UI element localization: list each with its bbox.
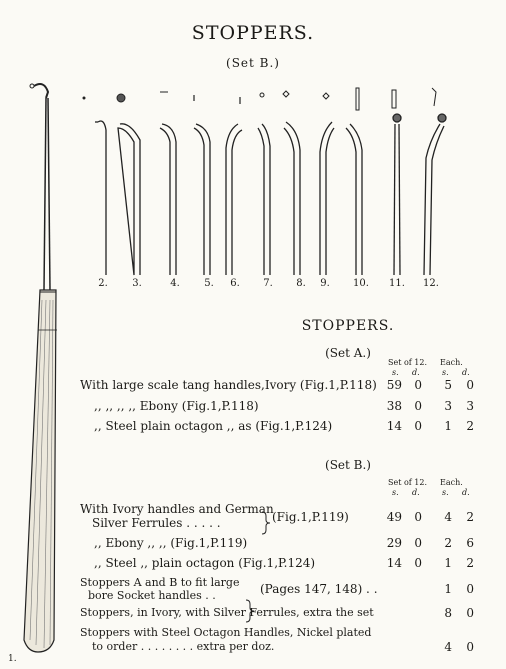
price-row-desc: ,, Ebony ,, ,, (Fig.1,P.119): [94, 536, 248, 550]
price-value: 59: [386, 378, 402, 392]
unit: s.: [392, 368, 399, 377]
figure-number: 5.: [204, 278, 214, 289]
price-value: 2: [466, 419, 474, 433]
price-value: 1: [444, 582, 452, 596]
price-value: 4: [444, 640, 452, 654]
price-row-desc: With Ivory handles and German: [80, 502, 274, 516]
column-header-set: Set of 12.: [388, 478, 428, 487]
unit: d.: [412, 488, 420, 497]
price-value: 0: [414, 419, 422, 433]
price-value: 0: [466, 606, 474, 620]
unit: s.: [442, 488, 449, 497]
price-value: 8: [444, 606, 452, 620]
price-value: 38: [386, 399, 402, 413]
price-value: 29: [386, 536, 402, 550]
price-row-desc: ,, Steel ,, plain octagon (Fig.1,P.124): [94, 556, 316, 570]
figure-number: 10.: [353, 278, 369, 289]
price-value: 4: [444, 510, 452, 524]
price-row-desc: Stoppers A and B to fit large: [80, 576, 240, 589]
price-value: 14: [386, 419, 402, 433]
price-row-desc: Silver Ferrules . . . . .: [92, 516, 221, 530]
price-value: 0: [466, 640, 474, 654]
price-row-desc: ,, Steel plain octagon ,, as (Fig.1,P.124): [94, 419, 333, 433]
column-header-each: Each.: [440, 358, 463, 367]
stopper-drawings: [95, 114, 446, 275]
page-subtitle: (Set B.): [226, 56, 280, 70]
set-b-label: (Set B.): [325, 458, 371, 472]
figure-1-drawing: [24, 84, 57, 652]
unit: s.: [392, 488, 399, 497]
price-value: 6: [466, 536, 474, 550]
price-value: 5: [444, 378, 452, 392]
unit: s.: [442, 368, 449, 377]
figure-number: 2.: [98, 278, 108, 289]
column-header-set: Set of 12.: [388, 358, 428, 367]
unit: d.: [462, 488, 470, 497]
figure-number: 8.: [296, 278, 306, 289]
price-row-ref: (Fig.1,P.119): [272, 510, 349, 524]
page-title: STOPPERS.: [191, 22, 315, 44]
price-row-desc: ,, ,, ,, ,, Ebony (Fig.1,P.118): [94, 399, 259, 413]
figure-1-number: 1.: [8, 654, 17, 664]
price-value: 0: [466, 582, 474, 596]
tip-details: [83, 88, 436, 110]
price-value: 1: [444, 419, 452, 433]
price-value: 3: [466, 399, 474, 413]
price-row-desc: bore Socket handles . .: [88, 589, 216, 602]
price-row-desc: Stoppers with Steel Octagon Handles, Nickel plated: [80, 626, 372, 639]
unit: d.: [412, 368, 420, 377]
price-value: 0: [414, 510, 422, 524]
figure-number: 6.: [230, 278, 240, 289]
section-heading: STOPPERS.: [301, 318, 395, 334]
figure-number: 3.: [132, 278, 142, 289]
price-value: 14: [386, 556, 402, 570]
price-row-desc: With large scale tang handles,Ivory (Fig.1,P.118): [80, 378, 377, 392]
price-row-desc: to order . . . . . . . . extra per doz.: [92, 640, 275, 653]
price-value: 0: [414, 556, 422, 570]
price-row-ref: (Pages 147, 148) . .: [260, 582, 378, 596]
figure-number: 4.: [170, 278, 180, 289]
figure-number: 12.: [423, 278, 439, 289]
figure-number: 7.: [263, 278, 273, 289]
price-value: 0: [414, 378, 422, 392]
price-row-desc: Stoppers, in Ivory, with Silver Ferrules, extra the set: [80, 606, 374, 619]
set-a-label: (Set A.): [325, 346, 371, 360]
price-value: 2: [466, 510, 474, 524]
price-value: 2: [444, 536, 452, 550]
price-value: 49: [386, 510, 402, 524]
price-value: 0: [414, 536, 422, 550]
price-value: 0: [414, 399, 422, 413]
figure-number: 9.: [320, 278, 330, 289]
column-header-each: Each.: [440, 478, 463, 487]
unit: d.: [462, 368, 470, 377]
price-value: 0: [466, 378, 474, 392]
price-value: 3: [444, 399, 452, 413]
price-value: 1: [444, 556, 452, 570]
price-value: 2: [466, 556, 474, 570]
figure-number: 11.: [389, 278, 405, 289]
